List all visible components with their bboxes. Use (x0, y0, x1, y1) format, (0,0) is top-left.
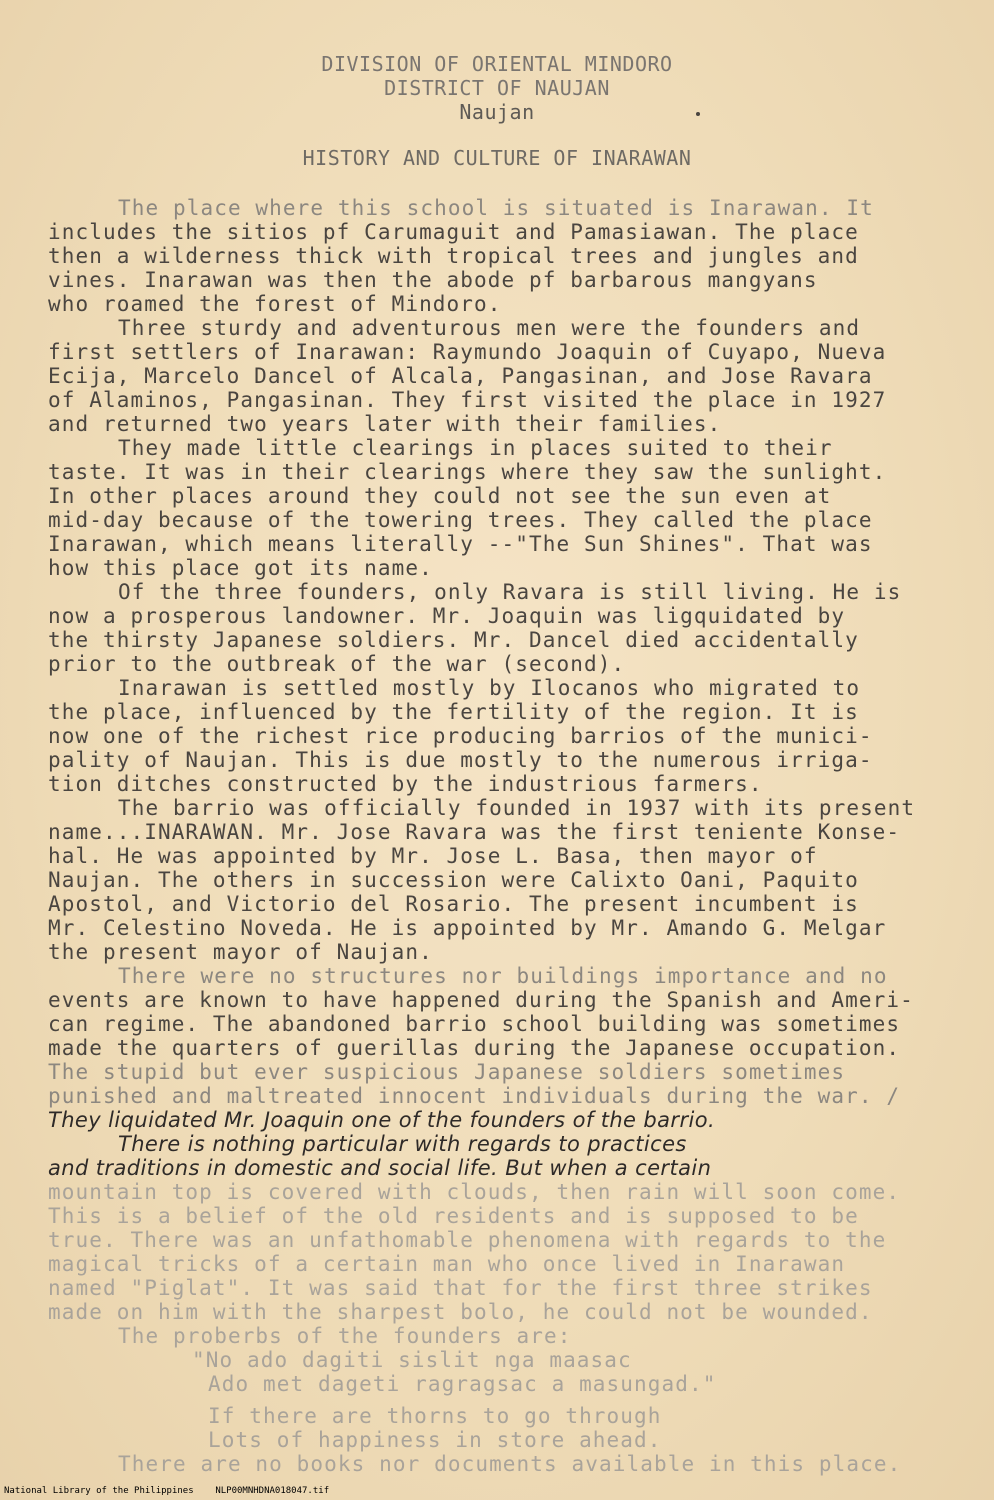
body-line: Inarawan is settled mostly by Ilocanos who migrated to (118, 676, 861, 700)
body-line: Three sturdy and adventurous men were the founders and (118, 316, 861, 340)
body-line: events are known to have happened during the Spanish and Ameri- (48, 988, 914, 1012)
body-line: the place, influenced by the fertility of the region. It is (48, 700, 859, 724)
body-line: mountain top is covered with clouds, then rain will soon come. (48, 1180, 901, 1204)
body-line: name...INARAWAN. Mr. Jose Ravara was the first teniente Konse- (48, 820, 901, 844)
body-line: punished and maltreated innocent individuals during the war. / (48, 1084, 901, 1108)
body-line: true. There was an unfathomable phenomena with regards to the (48, 1228, 887, 1252)
proverb-translation-line: If there are thorns to go through (208, 1404, 662, 1428)
body-line: There were no structures nor buildings importance and no (118, 964, 888, 988)
proverb-line: Ado met dageti ragragsac a masungad." (208, 1372, 717, 1396)
handwritten-line: and traditions in domestic and social life. But when a certain (48, 1156, 712, 1180)
body-line: can regime. The abandoned barrio school building was sometimes (48, 1012, 901, 1036)
body-line: Ecija, Marcelo Dancel of Alcala, Pangasinan, and Jose Ravara (48, 364, 873, 388)
body-line: and returned two years later with their families. (48, 412, 722, 436)
stray-mark (696, 112, 700, 116)
body-line: The barrio was officially founded in 1937 with its present (118, 796, 916, 820)
division-heading: DIVISION OF ORIENTAL MINDORO (321, 52, 673, 76)
district-heading: DISTRICT OF NAUJAN (384, 76, 610, 100)
body-line: made on him with the sharpest bolo, he could not be wounded. (48, 1300, 873, 1324)
body-line: Of the three founders, only Ravara is still living. He is (118, 580, 902, 604)
town-heading: Naujan (459, 100, 535, 124)
body-line: how this place got its name. (48, 556, 433, 580)
body-line: The proberbs of the founders are: (118, 1324, 572, 1348)
body-line: now one of the richest rice producing barrios of the munici- (48, 724, 873, 748)
body-line: There are no books nor documents available in this place. (118, 1452, 902, 1476)
body-line: Naujan. The others in succession were Calixto Oani, Paquito (48, 868, 859, 892)
body-line: first settlers of Inarawan: Raymundo Joaquin of Cuyapo, Nueva (48, 340, 887, 364)
body-line: mid-day because of the towering trees. They called the place (48, 508, 873, 532)
body-line: This is a belief of the old residents and is supposed to be (48, 1204, 859, 1228)
body-line: magical tricks of a certain man who once lived in Inarawan (48, 1252, 846, 1276)
body-line: the thirsty Japanese soldiers. Mr. Dancel died accidentally (48, 628, 859, 652)
body-line: then a wilderness thick with tropical trees and jungles and (48, 244, 859, 268)
body-line: Mr. Celestino Noveda. He is appointed by Mr. Amando G. Melgar (48, 916, 887, 940)
body-line: made the quarters of guerillas during the Japanese occupation. (48, 1036, 901, 1060)
body-line: includes the sitios pf Carumaguit and Pamasiawan. The place (48, 220, 859, 244)
proverb-line: "No ado dagiti sislit nga maasac (192, 1348, 632, 1372)
proverb-translation-line: Lots of happiness in store ahead. (208, 1428, 662, 1452)
body-line: the present mayor of Naujan. (48, 940, 433, 964)
handwritten-line: There is nothing particular with regards to practices (118, 1132, 687, 1156)
body-line: Apostol, and Victorio del Rosario. The present incumbent is (48, 892, 859, 916)
body-line: The place where this school is situated is Inarawan. It (118, 196, 874, 220)
body-line: tion ditches constructed by the industrious farmers. (48, 772, 763, 796)
body-line: hal. He was appointed by Mr. Jose L. Basa, then mayor of (48, 844, 818, 868)
body-line: now a prosperous landowner. Mr. Joaquin was ligquidated by (48, 604, 846, 628)
body-line: of Alaminos, Pangasinan. They first visited the place in 1927 (48, 388, 887, 412)
document-title: HISTORY AND CULTURE OF INARAWAN (302, 146, 692, 170)
body-line: vines. Inarawan was then the abode pf barbarous mangyans (48, 268, 818, 292)
body-line: The stupid but ever suspicious Japanese soldiers sometimes (48, 1060, 846, 1084)
body-line: In other places around they could not see the sun even at (48, 484, 832, 508)
body-line: taste. It was in their clearings where they saw the sunlight. (48, 460, 887, 484)
body-line: pality of Naujan. This is due mostly to the numerous irriga- (48, 748, 873, 772)
body-line: Inarawan, which means literally --"The Sun Shines". That was (48, 532, 873, 556)
body-line: named "Piglat". It was said that for the first three strikes (48, 1276, 873, 1300)
body-line: prior to the outbreak of the war (second). (48, 652, 626, 676)
handwritten-line: They liquidated Mr. Joaquin one of the founders of the barrio. (48, 1108, 716, 1132)
body-line: They made little clearings in places suited to their (118, 436, 833, 460)
body-line: who roamed the forest of Mindoro. (48, 292, 502, 316)
archive-footer: National Library of the Philippines NLP00MNHDNA018047.tif (4, 1486, 330, 1496)
